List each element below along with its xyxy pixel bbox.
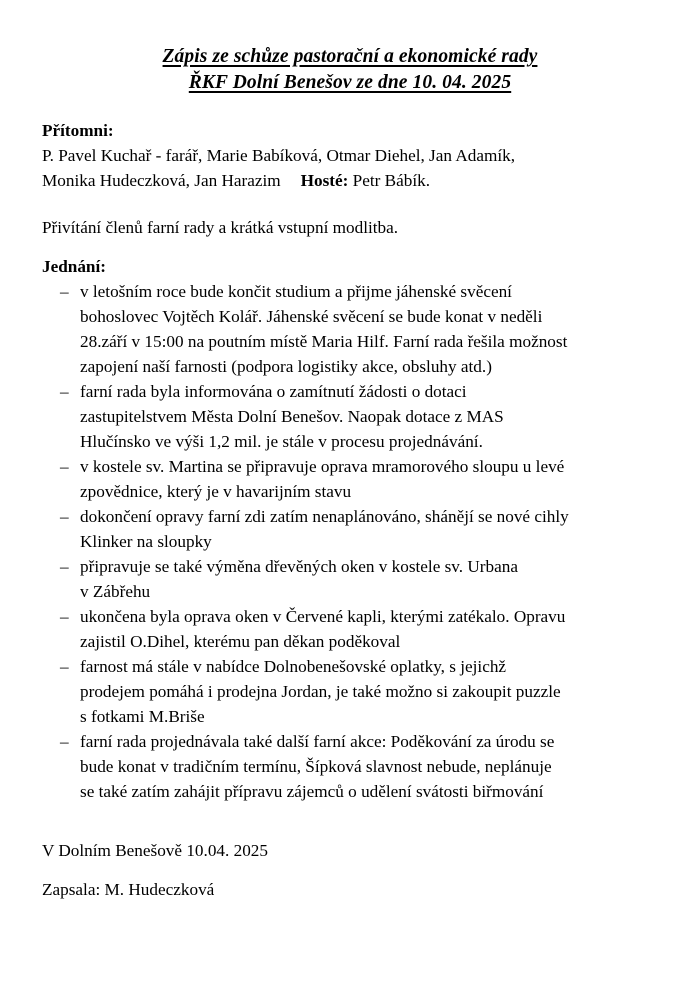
agenda-item-text (80, 554, 660, 604)
bullet-dash-icon: – (60, 507, 69, 526)
agenda-item-text (80, 379, 660, 454)
bullet-dash-icon: – (60, 732, 69, 751)
agenda-line: prodejem pomáhá i prodejna Jordan, je také možno si zakoupit puzzle (80, 682, 561, 701)
document-body (0, 96, 700, 902)
bullet-dash-icon: – (60, 657, 69, 676)
agenda-item (42, 604, 660, 654)
agenda-line: farnost má stále v nabídce Dolnobenešovské oplatky, s jejichž (80, 657, 507, 676)
guests-value: Petr Bábík. (352, 171, 431, 190)
attendees-names-continued: Monika Hudeczková, Jan Harazim (42, 171, 281, 190)
agenda-item (42, 504, 660, 554)
attendees-line-2 (42, 168, 660, 193)
agenda-line: ukončena byla oprava oken v Červené kapli, kterými zatékalo. Opravu (80, 607, 566, 626)
agenda-item (42, 654, 660, 729)
agenda-item (42, 279, 660, 379)
document-title (0, 0, 700, 96)
bullet-dash-icon: – (60, 282, 69, 301)
bullet-dash-icon: – (60, 607, 69, 626)
agenda-heading: Jednání: (42, 257, 106, 276)
agenda-line: farní rada projednávala také další farní akce: Poděkování za úrodu se (80, 732, 555, 751)
spacer-before-agenda (42, 240, 660, 254)
agenda-line: se také zatím zahájit přípravu zájemců o udělení svátosti biřmování (80, 782, 544, 801)
agenda-line: s fotkami M.Briše (80, 707, 205, 726)
agenda-line: Hlučínsko ve výši 1,2 mil. je stále v procesu projednávání. (80, 432, 483, 451)
agenda-line: zastupitelstvem Města Dolní Benešov. Naopak dotace z MAS (80, 407, 504, 426)
agenda-line: v Zábřehu (80, 582, 151, 601)
agenda-item-text (80, 654, 660, 729)
agenda-item (42, 729, 660, 804)
agenda-line: dokončení opravy farní zdi zatím nenaplánováno, shánějí se nové cihly (80, 507, 569, 526)
spacer-after-title (42, 96, 660, 118)
agenda-line: Klinker na sloupky (80, 532, 212, 551)
spacer-before-intro (42, 193, 660, 215)
title-line-1: Zápis ze schůze pastorační a ekonomické rady (162, 46, 538, 67)
agenda-item-text (80, 279, 660, 379)
agenda-line: v kostele sv. Martina se připravuje oprava mramorového sloupu u levé (80, 457, 565, 476)
title-line-2: ŘKF Dolní Benešov ze dne 10. 04. 2025 (188, 72, 512, 93)
bullet-dash-icon: – (60, 557, 69, 576)
agenda-item (42, 379, 660, 454)
agenda-list (42, 279, 660, 804)
spacer-before-footer (42, 804, 660, 838)
attendees-heading: Přítomni: (42, 121, 114, 140)
bullet-dash-icon: – (60, 457, 69, 476)
agenda-line: připravuje se také výměna dřevěných oken v kostele sv. Urbana (80, 557, 518, 576)
guests-label: Hosté: (300, 171, 349, 190)
agenda-item-text (80, 604, 660, 654)
agenda-item-text (80, 729, 660, 804)
agenda-line: zapojení naší farnosti (podpora logistiky akce, obsluhy atd.) (80, 357, 492, 376)
spacer-between-footer-lines (42, 863, 660, 877)
agenda-line: bude konat v tradičním termínu, Šípková slavnost nebude, neplánuje (80, 757, 552, 776)
agenda-line: zajistil O.Dihel, kterému pan děkan poděkoval (80, 632, 401, 651)
attendees-line-1: P. Pavel Kuchař - farář, Marie Babíková, Otmar Diehel, Jan Adamík, (42, 146, 515, 165)
agenda-item-text (80, 454, 660, 504)
agenda-line: bohoslovec Vojtěch Kolář. Jáhenské svěcení se bude konat v neděli (80, 307, 543, 326)
attendees-section (42, 118, 660, 193)
intro-paragraph: Přivítání členů farní rady a krátká vstupní modlitba. (42, 218, 399, 237)
agenda-line: farní rada byla informována o zamítnutí žádosti o dotaci (80, 382, 467, 401)
agenda-item (42, 454, 660, 504)
recorded-by: Zapsala: M. Hudeczková (42, 880, 215, 899)
place-and-date: V Dolním Benešově 10.04. 2025 (42, 841, 268, 860)
agenda-item (42, 554, 660, 604)
agenda-line: v letošním roce bude končit studium a přijme jáhenské svěcení (80, 282, 512, 301)
footer-section (42, 838, 660, 902)
agenda-line: 28.září v 15:00 na poutním místě Maria Hilf. Farní rada řešila možnost (80, 332, 568, 351)
bullet-dash-icon: – (60, 382, 69, 401)
agenda-line: zpovědnice, který je v havarijním stavu (80, 482, 352, 501)
agenda-item-text (80, 504, 660, 554)
